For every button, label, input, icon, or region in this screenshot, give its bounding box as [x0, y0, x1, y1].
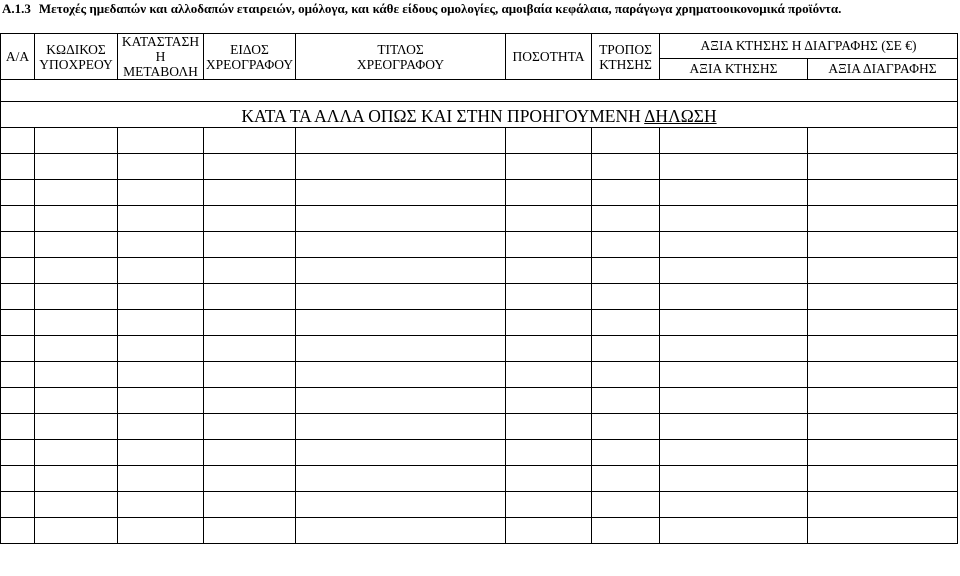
- table-cell: [204, 388, 296, 414]
- table-cell: [1, 492, 35, 518]
- table-cell: [506, 206, 592, 232]
- table-cell: [1, 336, 35, 362]
- table-cell: [1, 388, 35, 414]
- table-cell: [808, 388, 958, 414]
- table-cell: [118, 180, 204, 206]
- table-cell: [506, 466, 592, 492]
- table-cell: [35, 362, 118, 388]
- table-cell: [660, 414, 808, 440]
- table-cell: [592, 336, 660, 362]
- table-cell: [204, 518, 296, 544]
- table-cell: [296, 518, 506, 544]
- table-cell: [506, 258, 592, 284]
- table-cell: [204, 284, 296, 310]
- table-cell: [35, 466, 118, 492]
- table-cell: [660, 388, 808, 414]
- table-cell: [660, 180, 808, 206]
- table-cell: [204, 414, 296, 440]
- table-cell: [506, 128, 592, 154]
- table-cell: [35, 414, 118, 440]
- table-cell: [808, 492, 958, 518]
- table-cell: [592, 284, 660, 310]
- header-status: ΚΑΤΑΣΤΑΣΗ Η ΜΕΤΑΒΟΛΗ: [118, 34, 204, 80]
- table-cell: [35, 206, 118, 232]
- table-row: [1, 336, 958, 362]
- table-row: [1, 258, 958, 284]
- table-cell: [35, 518, 118, 544]
- header-value-group: ΑΞΙΑ ΚΤΗΣΗΣ Η ΔΙΑΓΡΑΦΗΣ (ΣΕ €): [660, 34, 958, 59]
- table-cell: [204, 336, 296, 362]
- table-cell: [808, 466, 958, 492]
- table-cell: [118, 518, 204, 544]
- table-cell: [204, 466, 296, 492]
- table-cell: [506, 310, 592, 336]
- securities-table: [0, 33, 958, 544]
- table-cell: [808, 232, 958, 258]
- table-row: [1, 466, 958, 492]
- table-cell: [296, 206, 506, 232]
- table-cell: [296, 310, 506, 336]
- header-aa: Α/Α: [1, 34, 35, 80]
- table-row: [1, 180, 958, 206]
- table-cell: [296, 414, 506, 440]
- spacer-row: [1, 80, 958, 102]
- table-cell: [204, 128, 296, 154]
- table-cell: [808, 336, 958, 362]
- table-cell: [35, 492, 118, 518]
- table-cell: [204, 362, 296, 388]
- table-cell: [506, 362, 592, 388]
- table-cell: [1, 154, 35, 180]
- table-cell: [506, 284, 592, 310]
- table-cell: [506, 492, 592, 518]
- table-cell: [592, 518, 660, 544]
- table-cell: [296, 388, 506, 414]
- table-cell: [296, 128, 506, 154]
- table-cell: [660, 206, 808, 232]
- table-cell: [808, 440, 958, 466]
- table-cell: [1, 440, 35, 466]
- table-cell: [1, 414, 35, 440]
- table-cell: [1, 284, 35, 310]
- table-cell: [1, 362, 35, 388]
- table-cell: [506, 154, 592, 180]
- table-cell: [296, 154, 506, 180]
- table-cell: [506, 388, 592, 414]
- table-cell: [808, 258, 958, 284]
- table-cell: [204, 310, 296, 336]
- table-cell: [296, 440, 506, 466]
- table-cell: [118, 388, 204, 414]
- table-row: [1, 388, 958, 414]
- section-number: A.1.3: [2, 1, 31, 16]
- table-cell: [592, 154, 660, 180]
- table-cell: [118, 440, 204, 466]
- header-acquisition-method: ΤΡΟΠΟΣ ΚΤΗΣΗΣ: [592, 34, 660, 80]
- table-cell: [296, 180, 506, 206]
- table-cell: [660, 310, 808, 336]
- table-cell: [118, 414, 204, 440]
- table-cell: [808, 518, 958, 544]
- table-cell: [808, 362, 958, 388]
- table-cell: [660, 492, 808, 518]
- table-cell: [592, 258, 660, 284]
- table-cell: [204, 258, 296, 284]
- table-cell: [660, 128, 808, 154]
- table-cell: [118, 206, 204, 232]
- table-cell: [35, 258, 118, 284]
- table-cell: [1, 206, 35, 232]
- table-cell: [118, 258, 204, 284]
- table-row: [1, 128, 958, 154]
- table-cell: [1, 258, 35, 284]
- table-cell: [35, 388, 118, 414]
- table-cell: [1, 466, 35, 492]
- section-title-text: Μετοχές ημεδαπών και αλλοδαπών εταιρειών, ομόλογα, και κάθε είδους ομολογίες, αμοιβαία κεφάλαια, παράγωγα χρηματοοικονομικά προϊόντα.: [38, 1, 842, 16]
- table-cell: [118, 336, 204, 362]
- table-cell: [660, 258, 808, 284]
- table-cell: [296, 466, 506, 492]
- header-row: [1, 34, 958, 59]
- table-cell: [204, 440, 296, 466]
- table-row: [1, 518, 958, 544]
- table-cell: [1, 518, 35, 544]
- table-cell: [204, 154, 296, 180]
- table-cell: [808, 414, 958, 440]
- table-cell: [808, 284, 958, 310]
- note-cell: [1, 102, 958, 128]
- table-cell: [1, 232, 35, 258]
- table-row: [1, 492, 958, 518]
- table-cell: [592, 440, 660, 466]
- note-text: ΚΑΤΑ ΤΑ ΑΛΛΑ ΟΠΩΣ ΚΑΙ ΣΤΗΝ ΠΡΟΗΓΟΥΜΕΝΗ ΔΗΛΩΣΗ: [241, 105, 717, 126]
- table-cell: [592, 466, 660, 492]
- table-cell: [660, 232, 808, 258]
- table-row: [1, 414, 958, 440]
- table-row: [1, 232, 958, 258]
- table-cell: [592, 310, 660, 336]
- table-cell: [204, 492, 296, 518]
- table-cell: [118, 284, 204, 310]
- table-cell: [808, 128, 958, 154]
- header-security-type: ΕΙΔΟΣ ΧΡΕΟΓΡΑΦΟΥ: [204, 34, 296, 80]
- section-title: [2, 1, 958, 21]
- header-issuer-code: ΚΩΔΙΚΟΣ ΥΠΟΧΡΕΟΥ: [35, 34, 118, 80]
- header-quantity: ΠΟΣΟΤΗΤΑ: [506, 34, 592, 80]
- table-cell: [660, 362, 808, 388]
- table-cell: [592, 492, 660, 518]
- table-cell: [506, 232, 592, 258]
- table-row: [1, 310, 958, 336]
- spacer-cell: [1, 80, 958, 102]
- table-cell: [118, 492, 204, 518]
- header-write-off-value: ΑΞΙΑ ΔΙΑΓΡΑΦΗΣ: [808, 58, 958, 79]
- header-acquisition-value: ΑΞΙΑ ΚΤΗΣΗΣ: [660, 58, 808, 79]
- table-cell: [660, 284, 808, 310]
- table-cell: [808, 310, 958, 336]
- table-row: [1, 206, 958, 232]
- header-security-title: ΤΙΤΛΟΣ ΧΡΕΟΓΡΑΦΟΥ: [296, 34, 506, 80]
- table-cell: [35, 310, 118, 336]
- table-cell: [118, 232, 204, 258]
- table-cell: [592, 206, 660, 232]
- table-cell: [592, 180, 660, 206]
- table-cell: [506, 518, 592, 544]
- table-cell: [35, 440, 118, 466]
- table-cell: [296, 232, 506, 258]
- table-cell: [296, 362, 506, 388]
- table-cell: [296, 284, 506, 310]
- table-cell: [660, 466, 808, 492]
- table-cell: [506, 180, 592, 206]
- table-cell: [35, 232, 118, 258]
- table-cell: [296, 258, 506, 284]
- table-cell: [118, 128, 204, 154]
- table-row: [1, 440, 958, 466]
- table-cell: [1, 310, 35, 336]
- table-cell: [35, 128, 118, 154]
- table-cell: [35, 336, 118, 362]
- table-cell: [35, 154, 118, 180]
- table-cell: [296, 336, 506, 362]
- table-cell: [506, 336, 592, 362]
- table-cell: [118, 154, 204, 180]
- table-cell: [118, 362, 204, 388]
- table-cell: [592, 362, 660, 388]
- table-cell: [660, 440, 808, 466]
- table-cell: [204, 206, 296, 232]
- table-cell: [808, 180, 958, 206]
- table-cell: [592, 388, 660, 414]
- table-row: [1, 284, 958, 310]
- note-row: [1, 102, 958, 128]
- table-cell: [1, 180, 35, 206]
- table-cell: [35, 284, 118, 310]
- table-cell: [35, 180, 118, 206]
- table-cell: [660, 154, 808, 180]
- table-cell: [808, 206, 958, 232]
- table-cell: [204, 232, 296, 258]
- table-cell: [118, 310, 204, 336]
- table-cell: [296, 492, 506, 518]
- table-cell: [660, 336, 808, 362]
- table-cell: [1, 128, 35, 154]
- table-row: [1, 362, 958, 388]
- table-cell: [660, 518, 808, 544]
- table-cell: [592, 232, 660, 258]
- table-row: [1, 154, 958, 180]
- table-cell: [506, 414, 592, 440]
- table-cell: [808, 154, 958, 180]
- table-cell: [592, 414, 660, 440]
- table-cell: [506, 440, 592, 466]
- table-cell: [118, 466, 204, 492]
- table-cell: [592, 128, 660, 154]
- table-cell: [204, 180, 296, 206]
